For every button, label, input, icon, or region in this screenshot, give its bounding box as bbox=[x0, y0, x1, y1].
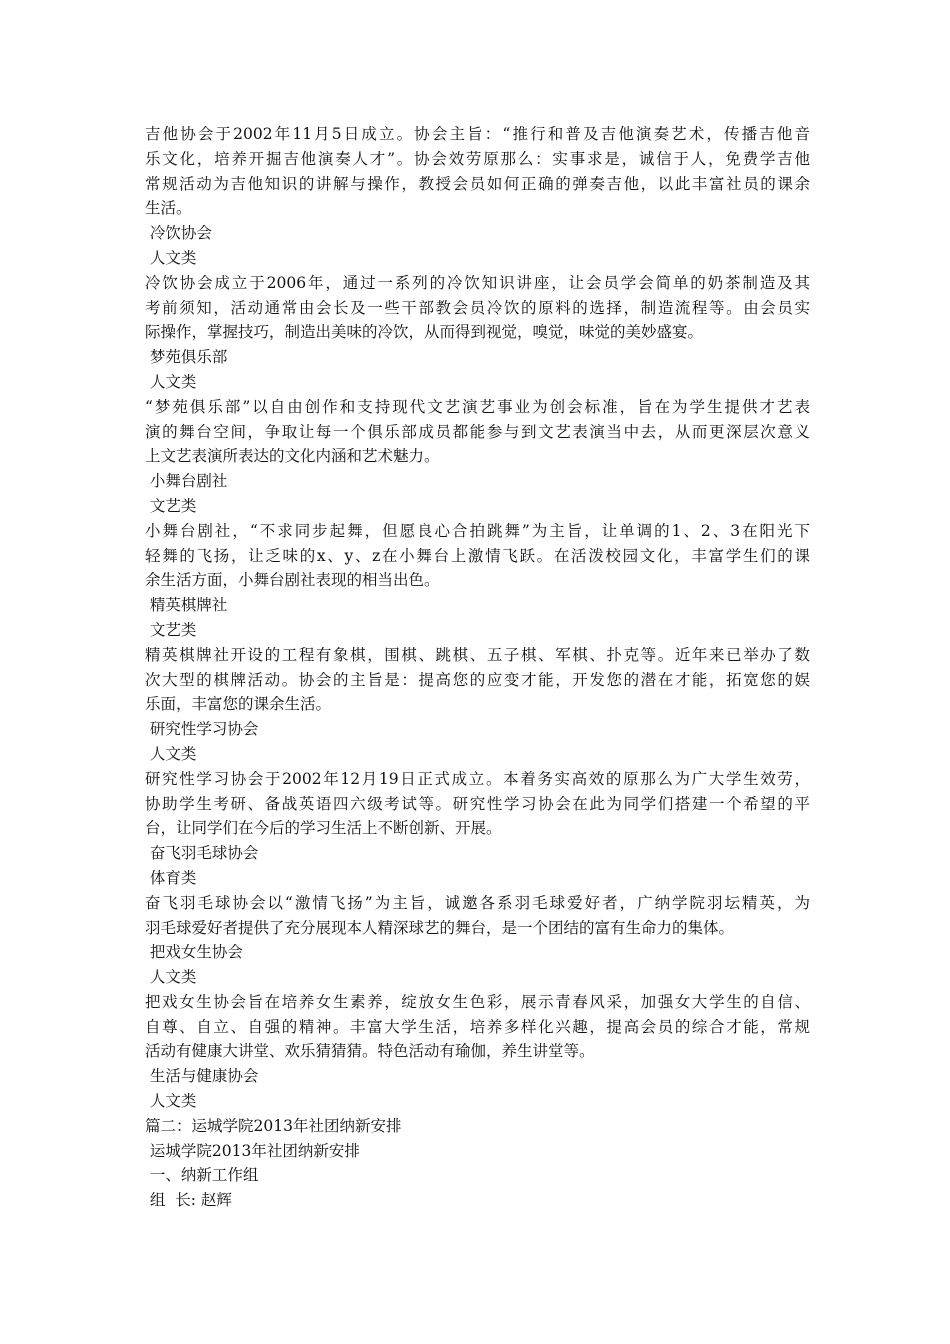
text-line: 梦苑俱乐部 bbox=[145, 348, 228, 367]
text-line: 人文类 bbox=[145, 744, 197, 763]
text-line: 文艺类 bbox=[145, 620, 197, 639]
text-line: 生活。 bbox=[145, 199, 192, 218]
text-line: 次大型的棋牌活动。协会的主旨是：提高您的应变才能，开发您的潜在才能，拓宽您的娱 bbox=[145, 670, 810, 689]
text-line: 轻舞的飞扬，让乏味的x、y、z在小舞台上激情飞跃。在活泼校园文化，丰富学生们的课 bbox=[145, 546, 810, 565]
text-line: 羽毛球爱好者提供了充分展现本人精深球艺的舞台，是一个团结的富有生命力的集体。 bbox=[145, 918, 735, 937]
text-line: 奋飞羽毛球协会以“激情飞扬”为主旨，诚邀各系羽毛球爱好者，广纳学院羽坛精英，为 bbox=[145, 893, 810, 912]
text-line: 把戏女生协会旨在培养女生素养，绽放女生色彩，展示青春风采，加强女大学生的自信、 bbox=[145, 992, 810, 1011]
text-line: 考前须知，活动通常由会长及一些干部教会员冷饮的原料的选择，制造流程等。由会员实 bbox=[145, 298, 810, 317]
text-line: 际操作，掌握技巧，制造出美味的冷饮，从而得到视觉，嗅觉，味觉的美妙盛宴。 bbox=[145, 323, 704, 342]
text-line: 人文类 bbox=[145, 968, 197, 987]
text-line: 精英棋牌社 bbox=[145, 596, 228, 615]
text-line: 冷饮协会成立于2006年，通过一系列的冷饮知识讲座，让会员学会简单的奶茶制造及其 bbox=[145, 273, 810, 292]
text-line: 活动有健康大讲堂、欢乐猜猜猜。特色活动有瑜伽，养生讲堂等。 bbox=[145, 1042, 595, 1061]
text-line: 把戏女生协会 bbox=[145, 943, 243, 962]
text-line: “梦苑俱乐部”以自由创作和支持现代文艺演艺事业为创会标准，旨在为学生提供才艺表 bbox=[145, 397, 810, 416]
text-line: 自尊、自立、自强的精神。丰富大学生活，培养多样化兴趣，提高会员的综合才能，常规 bbox=[145, 1017, 810, 1036]
document-body bbox=[145, 122, 810, 1213]
text-line: 冷饮协会 bbox=[145, 224, 212, 243]
text-line: 研究性学习协会 bbox=[145, 720, 259, 739]
text-line: 吉他协会于2002年11月5日成立。协会主旨：“推行和普及吉他演奏艺术，传播吉他音 bbox=[145, 125, 810, 143]
text-line: 乐面，丰富您的课余生活。 bbox=[145, 695, 332, 714]
text-line: 小舞台剧社，“不求同步起舞，但愿良心合拍跳舞”为主旨，让单调的1、2、3在阳光下 bbox=[145, 521, 810, 540]
text-line: 上文艺表演所表达的文化内涵和艺术魅力。 bbox=[145, 447, 440, 466]
text-line: 台，让同学们在今后的学习生活上不断创新、开展。 bbox=[145, 819, 502, 838]
text-line: 余生活方面，小舞台剧社表现的相当出色。 bbox=[145, 571, 440, 590]
text-line: 协助学生考研、备战英语四六级考试等。研究性学习协会在此为同学们搭建一个希望的平 bbox=[145, 794, 810, 813]
text-line: 运城学院2013年社团纳新安排 bbox=[145, 1141, 360, 1160]
text-line: 一、纳新工作组 bbox=[145, 1166, 259, 1185]
text-line: 文艺类 bbox=[145, 496, 197, 515]
text-line: 演的舞台空间，争取让每一个俱乐部成员都能参与到文艺表演当中去，从而更深层次意义 bbox=[145, 422, 810, 441]
text-line: 生活与健康协会 bbox=[145, 1067, 259, 1086]
text-line: 组 长: 赵辉 bbox=[145, 1191, 232, 1210]
text-line: 乐文化，培养开掘吉他演奏人才”。协会效劳原那么：实事求是，诚信于人，免费学吉他 bbox=[145, 149, 810, 168]
text-line: 篇二：运城学院2013年社团纳新安排 bbox=[145, 1116, 402, 1135]
text-line: 精英棋牌社开设的工程有象棋，围棋、跳棋、五子棋、军棋、扑克等。近年来已举办了数 bbox=[145, 645, 810, 664]
text-line: 体育类 bbox=[145, 868, 197, 887]
text-line: 人文类 bbox=[145, 1092, 197, 1111]
text-line: 奋飞羽毛球协会 bbox=[145, 844, 259, 863]
text-line: 小舞台剧社 bbox=[145, 472, 228, 491]
text-line: 人文类 bbox=[145, 248, 197, 267]
text-line: 研究性学习协会于2002年12月19日正式成立。本着务实高效的原那么为广大学生效劳， bbox=[145, 769, 810, 788]
text-line: 常规活动为吉他知识的讲解与操作，教授会员如何正确的弹奏吉他，以此丰富社员的课余 bbox=[145, 174, 810, 193]
text-line: 人文类 bbox=[145, 372, 197, 391]
